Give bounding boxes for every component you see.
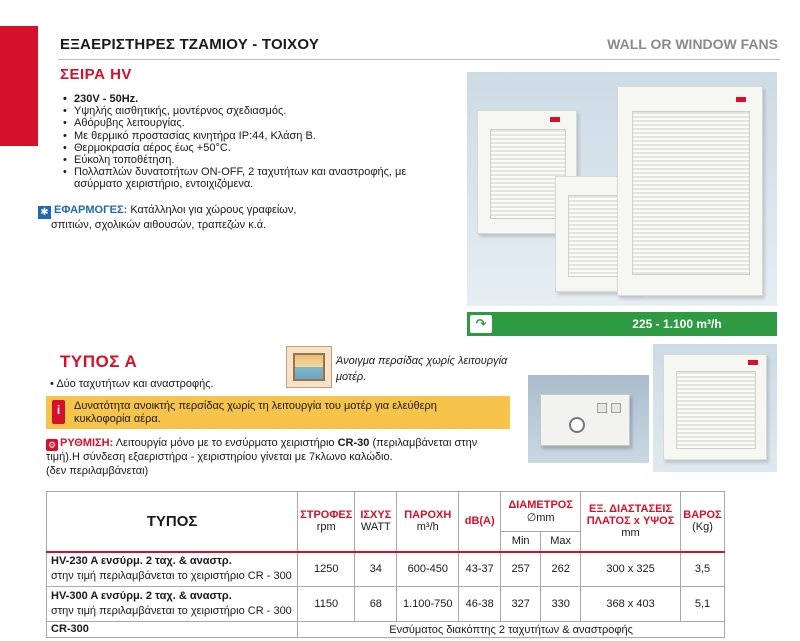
row-sub: στην τιμή περιλαμβάνεται το χειριστήριο CR - 300 (51, 605, 292, 617)
type-a-title: ΤΥΠΟΣ Α (60, 352, 138, 371)
col-weight: ΒΑΡΟΣ (Kg) (680, 492, 724, 552)
table-row (47, 552, 725, 587)
regulation-controller: CR-30 (337, 437, 370, 449)
cell-flow: 1.100-750 (397, 587, 459, 622)
cell-power: 34 (355, 552, 397, 587)
feature-item: • Πολλαπλών δυνατοτήτων ON-OFF, 2 ταχυτήτων και αναστροφής, με (62, 166, 462, 178)
feature-item: • Με θερμικό προστασίας κινητήρα IP:44, Κλάση Β. (62, 130, 462, 142)
regulation-line2: τιμή).Η σύνδεση εξαεριστήρα - χειριστηρίου γίνεται με 7κλωνο καλώδιο. (46, 451, 393, 463)
regulation-text: Λειτουργία μόνο με το ενσύρματο χειριστήριο (113, 437, 338, 449)
series-title: ΣΕΙΡΑ HV (60, 66, 132, 83)
table-row-accessory (47, 622, 725, 638)
airflow-bar (467, 312, 777, 336)
col-diameter: ΔΙΑΜΕΤΡΟΣ ∅mm (501, 492, 581, 532)
specs-table (46, 491, 725, 638)
info-icon: i (52, 400, 65, 424)
accessory-desc: Ενσύματος διακόπτης 2 ταχυτήτων & αναστροφής (298, 622, 725, 638)
col-type: ΤΥΠΟΣ (47, 492, 298, 552)
feature-item: • 230V - 50Hz. (62, 93, 462, 105)
applications-label: ΕΦΑΡΜΟΓΕΣ: (54, 204, 128, 216)
cell-db: 43-37 (459, 552, 501, 587)
feature-item: • Αθόρυβης λειτουργίας. (62, 117, 462, 129)
table-row (47, 587, 725, 622)
regulation-text-2: (περιλαμβάνεται στην (369, 437, 478, 449)
feature-item: • Υψηλής αισθητικής, μοντέρνος σχεδιασμός. (62, 105, 462, 117)
cell-power: 68 (355, 587, 397, 622)
airflow-arrow-icon: ↷ (470, 315, 492, 333)
row-name: HV-230 A ενσύρμ. 2 ταχ. & αναστρ. (51, 555, 232, 568)
fan-large (617, 86, 763, 296)
applications-text: Κατάλληλοι για χώρους γραφείων, (130, 204, 297, 216)
col-diameter-min: Min (501, 532, 541, 552)
louver-caption-line2: μοτέρ. (336, 371, 367, 383)
cell-min: 327 (501, 587, 541, 622)
feature-item: • Θερμοκρασία αέρος έως +50°C. (62, 142, 462, 154)
feature-list (62, 93, 462, 191)
type-a-bullet-text: Δύο ταχυτήτων και αναστροφής. (56, 378, 214, 390)
cell-weight: 5,1 (680, 587, 724, 622)
col-db: dB(A) (459, 492, 501, 552)
col-dimensions: ΕΞ. ΔΙΑΣΤΑΣΕΙΣ ΠΛΑΤΟΣ x ΥΨΟΣ mm (581, 492, 681, 552)
fan-type-a-photo (653, 344, 777, 472)
info-note (46, 396, 510, 429)
feature-continued-text: ασύρματο χειριστήριο, εντοιχιζόμενα. (74, 178, 254, 191)
row-name: CR-300 (51, 623, 89, 635)
col-flow: ΠΑΡΟΧΗ m³/h (397, 492, 459, 552)
col-rpm: ΣΤΡΟΦΕΣ rpm (298, 492, 355, 552)
feature-item-continued (62, 178, 462, 190)
wall-switch (540, 394, 630, 446)
applications-block (38, 204, 428, 232)
cell-dims: 368 x 403 (581, 587, 681, 622)
airflow-range: 225 - 1.100 m³/h (632, 317, 722, 331)
col-power: ΙΣΧΥΣ WATT (355, 492, 397, 552)
col-diameter-max: Max (541, 532, 581, 552)
louver-caption-line1: Άνοιγμα περσίδας χωρίς λειτουργία (336, 355, 508, 367)
regulation-block (46, 437, 496, 478)
type-a-bullet: • Δύο ταχυτήτων και αναστροφής. (50, 378, 214, 390)
cell-dims: 300 x 325 (581, 552, 681, 587)
louver-caption (336, 353, 532, 385)
cell-rpm: 1250 (298, 552, 355, 587)
cell-max: 330 (541, 587, 581, 622)
page-title-english: WALL OR WINDOW FANS (607, 36, 778, 52)
applications-text-2: σπιτιών, σχολικών αιθουσών, τραπεζών κ.ά. (51, 219, 267, 231)
cell-max: 262 (541, 552, 581, 587)
cell-weight: 3,5 (680, 552, 724, 587)
fan-type-a (663, 354, 767, 460)
snowflake-icon: ✱ (38, 206, 51, 219)
row-sub: στην τιμή περιλαμβάνεται το χειριστήριο CR - 300 (51, 570, 292, 583)
regulation-label: ΡΥΘΜΙΣΗ: (60, 437, 114, 449)
page-title: ΕΞΑΕΡΙΣΤΗΡΕΣ ΤΖΑΜΙΟΥ - ΤΟΙΧΟΥ (60, 36, 320, 53)
regulation-line3: (δεν περιλαμβάνεται) (46, 464, 149, 477)
feature-item: • Εύκολη τοποθέτηση. (62, 154, 462, 166)
info-note-line1: Δυνατότητα ανοικτής περσίδας χωρίς τη λειτουργία του μοτέρ για ελεύθερη (74, 400, 437, 412)
cell-min: 257 (501, 552, 541, 587)
info-note-line2: κυκλοφορία αέρα. (74, 413, 161, 425)
fans-product-photo (467, 72, 777, 306)
cell-flow: 600-450 (397, 552, 459, 587)
cell-rpm: 1150 (298, 587, 355, 622)
settings-icon: ⚙ (47, 440, 57, 450)
cell-db: 46-38 (459, 587, 501, 622)
row-name: HV-300 A ενσύρμ. 2 ταχ. & αναστρ. (51, 590, 232, 602)
louver-open-icon (286, 346, 332, 388)
red-side-tab (0, 26, 38, 146)
title-divider (58, 59, 780, 60)
